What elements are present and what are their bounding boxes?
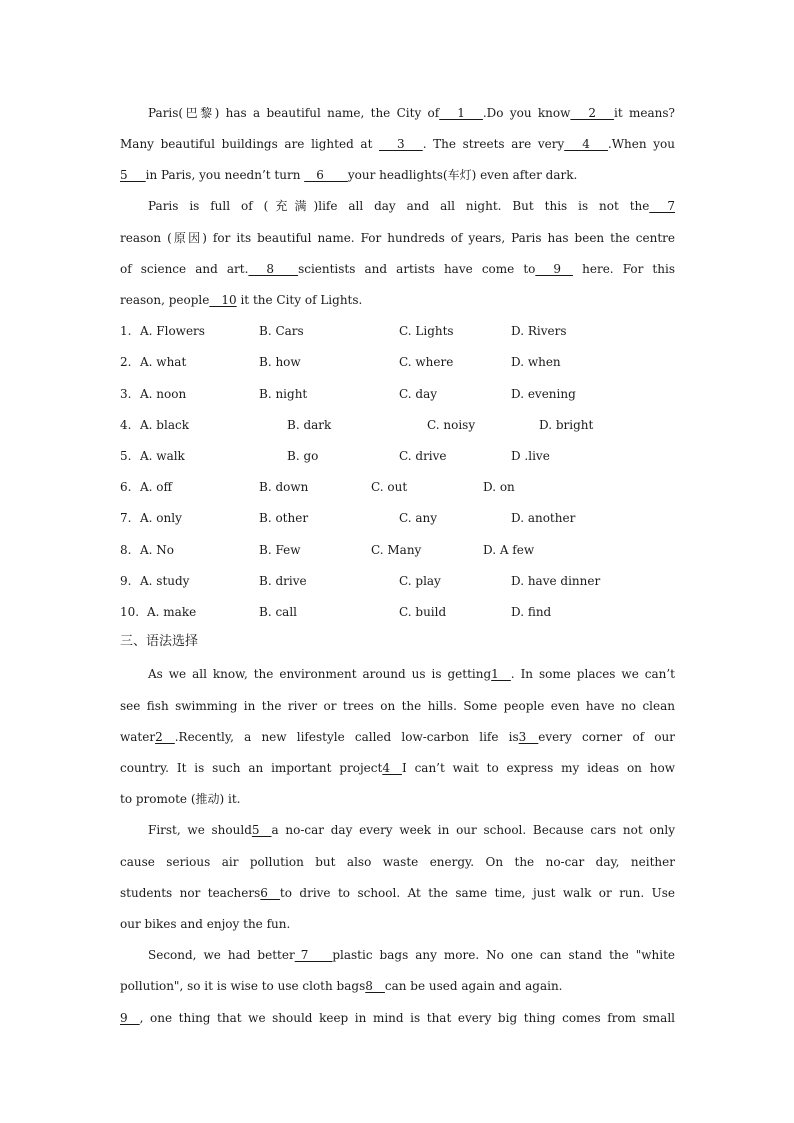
passage1-line xyxy=(120,165,675,185)
option-b: B. call xyxy=(259,605,297,619)
text: cause serious air pollution but also waste energy. On the no-car day, neither xyxy=(120,855,675,869)
option-c: C. where xyxy=(399,355,454,369)
option-c: C. day xyxy=(399,387,437,401)
text: see fish swimming in the river or trees on the hills. Some people even have no clean xyxy=(120,699,675,713)
option-b: B. night xyxy=(259,387,308,401)
option-c: C. play xyxy=(399,574,441,588)
text: .Recently, a new lifestyle called low-carbon life is xyxy=(174,730,519,744)
text: pollution", so it is wise to use cloth bags xyxy=(120,979,366,993)
text: plastic bags any more. No one can stand the "white xyxy=(332,948,676,962)
blank-9: ___9__ xyxy=(535,262,574,276)
text: Paris(巴黎) has a beautiful name, the City of xyxy=(148,106,440,120)
passage2-line xyxy=(148,820,675,840)
option-b: B. how xyxy=(259,355,301,369)
text: it means? xyxy=(614,106,675,120)
text: . In some places we can’t xyxy=(510,667,675,681)
text: Many beautiful buildings are lighted at xyxy=(120,137,380,151)
option-c: C. any xyxy=(399,511,438,525)
option-d: D. another xyxy=(511,511,576,525)
passage1-line xyxy=(148,103,675,123)
blank-6: 6__ xyxy=(260,886,280,900)
text: our bikes and enjoy the fun. xyxy=(120,917,291,931)
passage2-line xyxy=(120,789,675,809)
blank-5: 5___ xyxy=(120,168,146,182)
text: reason, people xyxy=(120,293,210,307)
text: First, we should xyxy=(148,823,252,837)
option-c: C. noisy xyxy=(427,418,476,432)
question-row xyxy=(120,384,675,404)
passage2-line xyxy=(120,976,675,996)
option-a: A. only xyxy=(140,511,182,525)
option-c: C. out xyxy=(371,480,408,494)
text: .Do you know xyxy=(482,106,571,120)
option-c: C. build xyxy=(399,605,447,619)
option-b: B. Cars xyxy=(259,324,304,338)
blank-4: ___4___ xyxy=(564,137,608,151)
text: of science and art. xyxy=(120,262,249,276)
question-row xyxy=(120,446,675,466)
section-heading: 三、语法选择 xyxy=(120,634,199,649)
option-d: D. evening xyxy=(511,387,576,401)
text: can be used again and again. xyxy=(384,979,563,993)
option-b: B. drive xyxy=(259,574,307,588)
passage1-line xyxy=(120,228,675,248)
option-a: A. noon xyxy=(140,387,187,401)
blank-1: ___1___ xyxy=(439,106,483,120)
blank-7: ___7 xyxy=(649,199,675,213)
question-row xyxy=(120,415,675,435)
text: Paris is full of (充满)life all day and all night. But this is not the xyxy=(148,199,650,213)
text: Second, we had better xyxy=(148,948,295,962)
option-b: B. other xyxy=(259,511,309,525)
option-a: A. off xyxy=(140,480,173,494)
question-number: 10. xyxy=(120,605,140,619)
option-d: D .live xyxy=(511,449,550,463)
option-c: C. Lights xyxy=(399,324,454,338)
text: reason (原因) for its beautiful name. For hundreds of years, Paris has been the centre xyxy=(120,231,675,245)
question-row xyxy=(120,602,675,622)
question-number: 3. xyxy=(120,387,132,401)
passage1-line xyxy=(120,134,675,154)
option-d: D. on xyxy=(483,480,515,494)
passage2-line xyxy=(120,727,675,747)
blank-2: 2__ xyxy=(155,730,175,744)
text: country. It is such an important project xyxy=(120,761,383,775)
text: I can’t wait to express my ideas on how xyxy=(401,761,675,775)
blank-3: ___3___ xyxy=(379,137,423,151)
option-c: C. drive xyxy=(399,449,447,463)
text: water xyxy=(120,730,156,744)
blank-2: ___2___ xyxy=(570,106,615,120)
option-a: A. Flowers xyxy=(140,324,205,338)
blank-1: 1__ xyxy=(491,667,511,681)
passage1-line xyxy=(120,259,675,279)
passage2-line xyxy=(148,945,675,965)
question-row xyxy=(120,571,675,591)
option-d: D. bright xyxy=(539,418,594,432)
blank-6: __6____ xyxy=(304,168,348,182)
passage2-line xyxy=(120,883,675,903)
text: As we all know, the environment around us is getting xyxy=(148,667,492,681)
option-a: A. walk xyxy=(140,449,185,463)
question-number: 8. xyxy=(120,543,132,557)
option-b: B. dark xyxy=(287,418,332,432)
option-b: B. Few xyxy=(259,543,301,557)
option-a: A. No xyxy=(140,543,175,557)
option-d: D. have dinner xyxy=(511,574,601,588)
text: in Paris, you needn’t turn xyxy=(145,168,305,182)
text: scientists and artists have come to xyxy=(298,262,536,276)
text: . The streets are very xyxy=(422,137,565,151)
option-c: C. Many xyxy=(371,543,422,557)
blank-8: ___8____ xyxy=(248,262,299,276)
blank-7: _7____ xyxy=(294,948,333,962)
option-d: D. A few xyxy=(483,543,535,557)
option-d: D. Rivers xyxy=(511,324,567,338)
passage1-line xyxy=(148,196,675,216)
option-a: A. study xyxy=(140,574,190,588)
text: here. For this xyxy=(573,262,675,276)
question-row xyxy=(120,352,675,372)
option-d: D. find xyxy=(511,605,552,619)
text: your headlights(车灯) even after dark. xyxy=(347,168,578,182)
passage2-line xyxy=(120,696,675,716)
question-row xyxy=(120,477,675,497)
blank-4: 4__ xyxy=(382,761,402,775)
question-row xyxy=(120,540,675,560)
blank-3: 3__ xyxy=(518,730,539,744)
option-b: B. go xyxy=(287,449,319,463)
text: to drive to school. At the same time, just walk or run. Use xyxy=(279,886,675,900)
passage2-line xyxy=(120,914,675,934)
question-number: 2. xyxy=(120,355,132,369)
blank-10: __10 xyxy=(209,293,237,307)
question-number: 9. xyxy=(120,574,132,588)
question-number: 1. xyxy=(120,324,132,338)
blank-5: 5__ xyxy=(251,823,272,837)
passage1-line xyxy=(120,290,675,310)
text: it the City of Lights. xyxy=(236,293,363,307)
question-row xyxy=(120,321,675,341)
blank-9: 9__ xyxy=(120,1011,140,1025)
question-row xyxy=(120,508,675,528)
text: every corner of our xyxy=(538,730,675,744)
question-number: 4. xyxy=(120,418,132,432)
passage2-line xyxy=(120,1008,675,1028)
option-a: A. what xyxy=(140,355,187,369)
question-number: 6. xyxy=(120,480,132,494)
text: .When you xyxy=(607,137,675,151)
blank-8: 8__ xyxy=(365,979,385,993)
passage2-line xyxy=(148,664,675,684)
text: a no-car day every week in our school. Because cars not only xyxy=(271,823,675,837)
text: , one thing that we should keep in mind is that every big thing comes from small xyxy=(139,1011,675,1025)
option-a: A. black xyxy=(140,418,189,432)
option-b: B. down xyxy=(259,480,309,494)
option-d: D. when xyxy=(511,355,561,369)
question-number: 7. xyxy=(120,511,132,525)
question-number: 5. xyxy=(120,449,132,463)
passage2-line xyxy=(120,852,675,872)
text: to promote (推动) it. xyxy=(120,792,241,806)
text: students nor teachers xyxy=(120,886,261,900)
option-a: A. make xyxy=(147,605,197,619)
passage2-line xyxy=(120,758,675,778)
